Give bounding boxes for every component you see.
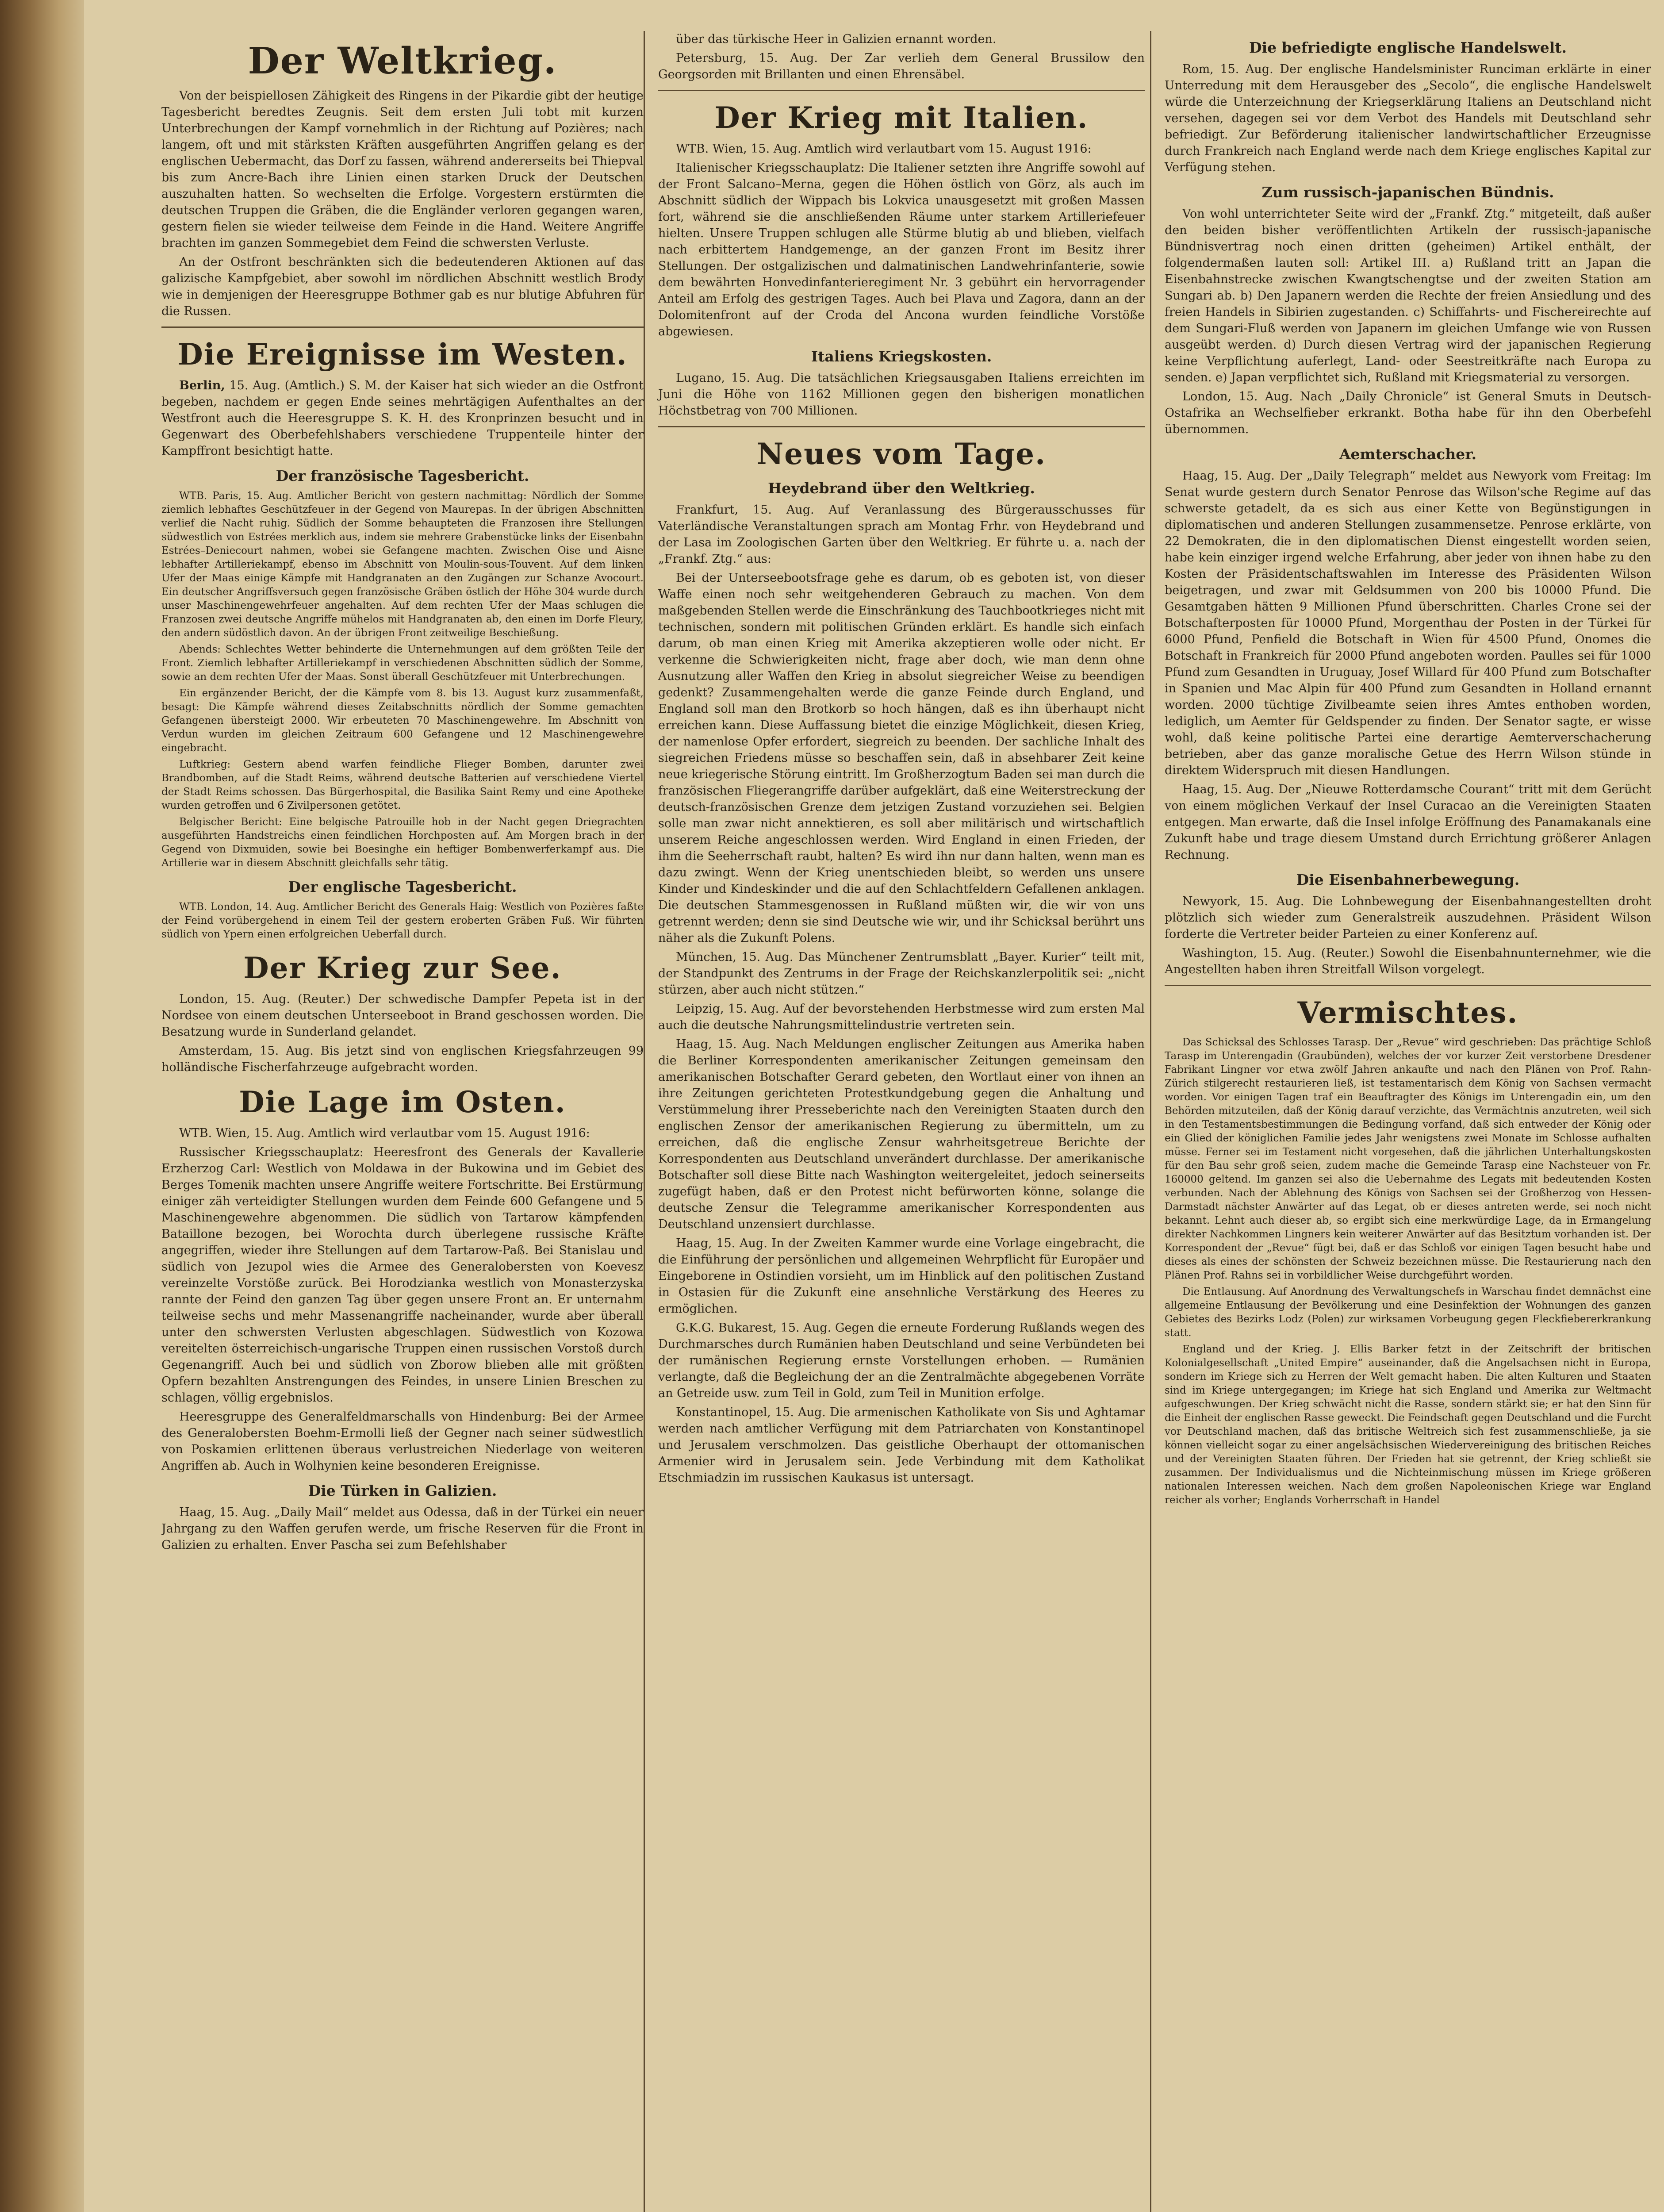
osten-paragraph: WTB. Wien, 15. Aug. Amtlich wird verlautbar vom 15. August 1916: (179, 1126, 590, 1140)
engl-report (161, 900, 644, 941)
see-article: London, 15. Aug. (Reuter.) Der schwedische Dampfer Pepeta ist in der Nordsee von einem deutschen Unterseeboot in Brand geschossen worden. Die Besatzung wurde in Sunderland gelandet. (161, 992, 644, 1039)
subhead-tuerken: Die Türken in Galizien. (308, 1482, 497, 1499)
news-paragraph: G.K.G. Bukarest, 15. Aug. Gegen die erneute Forderung Rußlands wegen des Durchmarsches durch Rumänien haben Deutschland und seine Verbündeten bei der rumänischen Regierung ernste Vorstellungen erhoben. — Rumänien verlangte, daß die Begleichung der an die Zentralmächte abgegebenen Vorräte an Getreide usw. zum Teil in Gold, zum Teil in Munition erfolge. (658, 1321, 1145, 1400)
verm-paragraph: England und der Krieg. J. Ellis Barker fetzt in der Zeitschrift der britischen Kolonialgesellschaft „United Empire“ auseinander, daß die Angelsachsen nicht in Europa, sondern im Kriege sich zu Herren der Welt gemacht haben. Die alten Kulturen und Staaten sind im Kriege untergegangen; im Kriege hat sich England und Amerika zur Weltmacht aufgeschwungen. Der Krieg schwächt nicht die Rasse, sondern stärkt sie; er hat den Sinn für die Einheit der englischen Rasse geweckt. Die Feindschaft gegen Deutschland und die Furcht vor Deutschland machen, daß das britische Weltreich sich fest zusammenschließe, ja sie können vielleicht sogar zu einer angelsächsischen Wiedervereinigung des britischen Reiches und der Vereinigten Staaten führen. Der Frieden hat sie getrennt, der Krieg schließt sie zusammen. Der Individualismus und die Nichteinmischung müssen im Kriege größeren nationalen Interessen weichen. Nach dem großen Napoleonischen Kriege war England reicher als vorher; Englands Vorherrschaft in Handel (1165, 1344, 1651, 1506)
report-paragraph: Ein ergänzender Bericht, der die Kämpfe vom 8. bis 13. August kurz zusammenfaßt, besagt: Die Kämpfe während dieses Zeitabschnitts nördlich der Somme gemachten Gefangenen übersteigt 2000. Wir erbeuteten 70 Maschinengewehre. Im Abschnitt von Verdun wurden im gleichen Zeitraum 600 Gefangene und 12 Maschinengewehre eingebracht. (161, 687, 644, 754)
column-3 (1150, 31, 1651, 2212)
headline-italien: Der Krieg mit Italien. (714, 100, 1089, 135)
headline-osten: Die Lage im Osten. (239, 1085, 566, 1119)
section-divider (1165, 985, 1651, 986)
headline-neues: Neues vom Tage. (756, 437, 1047, 471)
osten-paragraph: Heeresgruppe des Generalfeldmarschalls von Hindenburg: Bei der Armee des Generalobersten Boehm-Ermolli ließ der Gegner nach seiner südwestlich von Poskamien erlittenen überaus verlustreichen Niederlage von weiteren Angriffen ab. Auch in Wolhynien keine besonderen Ereignisse. (161, 1410, 644, 1473)
news-paragraph: Haag, 15. Aug. In der Zweiten Kammer wurde eine Vorlage eingebracht, die die Einführung der persönlichen und allgemeinen Wehrpflicht für Europäer und Eingeborene in Ostindien vorsieht, um im Hinblick auf den politischen Zustand in Ostasien für die Zukunft eine ansehnliche Verstärkung des Heeres zu ermöglichen. (658, 1237, 1145, 1316)
headline-westen: Die Ereignisse im Westen. (177, 337, 628, 372)
column-1 (161, 31, 644, 2212)
section-divider (658, 426, 1145, 427)
intro-paragraph: Von der beispiellosen Zähigkeit des Ringens in der Pikardie gibt der heutige Tagesbericht beredtes Zeugnis. Seit dem ersten Juli tobt mit kurzen Unterbrechungen der Kampf vornehmlich in der Richtung auf Pozières; nach langem, oft und mit stärksten Kräften ausgeführten Angriffen gelang es der englischen Uebermacht, das Dorf zu fassen, während andererseits bei Thiepval bis zum Ancre-Bach ihre Linien einen starken Druck der Deutschen auszuhalten hatten. So wechselten die Erfolge. Vorgestern erstürmten die deutschen Truppen die Gräben, die die Engländer verloren gegangen waren, gestern fielen sie wieder teilweise dem Feinde in die Hand. Weitere Angriffe brachten im ganzen Sommegebiet dem Feind die schwersten Verluste. (161, 89, 644, 250)
article-text: 15. Aug. (Amtlich.) S. M. der Kaiser hat sich wieder an die Ostfront begeben, nachdem er gegen Ende seines mehrtägigen Aufenthaltes an der Westfront auch die Heeresgruppe S. K. H. des Kronprinzen besucht und in Gegenwart des Oberbefehlshabers verschiedene Truppenteile hinter der Kampffront besichtigt hatte. (161, 379, 644, 458)
subhead-kosten: Italiens Kriegskosten. (811, 348, 992, 365)
news-paragraph: Konstantinopel, 15. Aug. Die armenischen Katholikate von Sis und Aghtamar werden nach amtlicher Verfügung mit dem Patriarchaten von Konstantinopel und Jerusalem verschmolzen. Das geistliche Oberhaupt der ottomanischen Armenier wird in Jerusalem sein. Jede Verbindung mit dem Katholikat Etschmiadzin im russischen Kaukasus ist untersagt. (658, 1406, 1145, 1485)
news-paragraph: Leipzig, 15. Aug. Auf der bevorstehenden Herbstmesse wird zum ersten Mal auch die deutsche Nahrungsmittelindustrie vertreten sein. (658, 1002, 1145, 1032)
subhead-handel: Die befriedigte englische Handelswelt. (1249, 39, 1567, 56)
headline-vermischtes: Vermischtes. (1297, 995, 1518, 1030)
news-paragraph: Haag, 15. Aug. Nach Meldungen englischer Zeitungen aus Amerika haben die Berliner Korrespondenten amerikanischer Zeitungen gemeinsam den amerikanischen Botschafter Gerard gebeten, den Wortlaut einer von ihnen an ihre Zeitungen gerichteten Protestkundgebung gegen die Anhaltung und Verstümmelung ihrer Presseberichte nach den Vereinigten Staaten durch den englischen Zensor der amerikanischen Regierung zu übermitteln, um zu erreichen, daß die englische Zensur wahrheitsgetreue Berichte der Korrespondenten aus Deutschland unverändert durchlasse. Der amerikanische Botschafter soll diese Bitte nach Washington weitergeleitet, jedoch seinerseits zugefügt haben, daß er den Protest nicht befürworten könne, solange die deutsche Zensur die Telegramme amerikanischer Korrespondenten aus Deutschland unzensiert durchlasse. (658, 1037, 1145, 1231)
see-article: Amsterdam, 15. Aug. Bis jetzt sind von englischen Kriegsfahrzeugen 99 holländische Fischerfahrzeuge aufgebracht worden. (161, 1044, 644, 1074)
franz-report (161, 489, 644, 870)
subhead-buendnis: Zum russisch-japanischen Bündnis. (1261, 184, 1554, 201)
news-paragraph: München, 15. Aug. Das Münchener Zentrumsblatt „Bayer. Kurier“ teilt mit, der Standpunkt des Zentrums in der Frage der Reichskanzlerpolitik sei: „nicht stürzen, aber auch nicht stützen.“ (658, 950, 1145, 997)
continued-text: über das türkische Heer in Galizien ernannt worden. (676, 32, 997, 46)
headline-see: Der Krieg zur See. (243, 951, 562, 985)
kosten-article: Lugano, 15. Aug. Die tatsächlichen Kriegsausgaben Italiens erreichten im Juni die Höhe von 1162 Millionen gegen den bisherigen monatlichen Höchstbetrag von 700 Millionen. (658, 371, 1145, 418)
handel-article: Rom, 15. Aug. Der englische Handelsminister Runciman erklärte in einer Unterredung mit dem Herausgeber des „Secolo“, die englische Handelswelt würde die Unterzeichnung der Kriegserklärung Italiens an Deutschland nicht versehen, dagegen sei vor dem Verbot des Handels mit Deutschland sehr befriedigt. Zur Beförderung italienischer landwirtschaftlicher Erzeugnisse durch Frankreich nach England werde nach dem Kriege englisches Kapital zur Verfügung stehen. (1165, 62, 1651, 174)
subhead-engl: Der englische Tagesbericht. (288, 878, 517, 895)
osten-paragraph: Russischer Kriegsschauplatz: Heeresfront des Generals der Kavallerie Erzherzog Carl: Westlich von Moldawa in der Bukowina und im Gebiet des Berges Tomenik machten unsere Angriffe weitere Fortschritte. Bei Erstürmung einiger zäh verteidigter Stellungen wurden dem Feinde 600 Gefangene und 5 Maschinengewehre abgenommen. Die südlich von Tartarow kämpfenden Bataillone bezogen, bei Worochta durch überlegene russische Kräfte angegriffen, wieder ihre Stellungen auf dem Tartarow-Paß. Bei Stanislau und südlich von Jezupol wies die Armee des Generalobersten von Koevesz vereinzelte Vorstöße zurück. Bei Horodzianka westlich von Monasterzyska rannte der Feind den ganzen Tag über gegen unsere Front an. Er unternahm teilweise sechs und mehr Massenangriffe nacheinander, wurde aber überall unter den schwersten Verlusten abgeschlagen. Südwestlich von Kozowa vereitelten österreichisch-ungarische Truppen einen russischen Vorstoß durch Gegenangriff. Auch bei und südlich von Zborow blieben alle mit größten Opfern bezahlten Anstrengungen des Feindes, in unsere Linien Breschen zu schlagen, völlig ergebnislos. (161, 1145, 644, 1405)
eisenbahn-paragraph: Newyork, 15. Aug. Die Lohnbewegung der Eisenbahnangestellten droht plötzlich sich wieder zum Generalstreik auszudehnen. Präsident Wilson forderte die Vertreter beider Parteien zu einer Konferenz auf. (1165, 895, 1651, 941)
petersburg-article: Petersburg, 15. Aug. Der Zar verlieh dem General Brussilow den Georgsorden mit Brillanten und einen Ehrensäbel. (658, 51, 1145, 81)
verm-paragraph: Die Entlausung. Auf Anordnung des Verwaltungschefs in Warschau findet demnächst eine allgemeine Entlausung der Bevölkerung und eine Desinfektion der Wohnungen des ganzen Gebietes des Bezirks Lodz (Polen) zur wirksamen Vorbeugung gegen Fleckfiebererkrankung statt. (1165, 1286, 1651, 1339)
report-paragraph: WTB. Paris, 15. Aug. Amtlicher Bericht von gestern nachmittag: Nördlich der Somme ziemlich lebhaftes Geschützfeuer in der Gegend von Maurepas. In der übrigen Abschnitten verlief die Nacht ruhig. Südlich der Somme behaupteten die Franzosen ihre Stellungen südwestlich von Estrées merklich aus, indem sie mehrere Grabenstücke links der Eisenbahn Estrées–Deniecourt nahmen, wobei sie Gefangene machten. Zwischen Oise und Aisne lebhafter Artilleriekampf, ebenso im Abschnitt von Moulin-sous-Touvent. Auf dem linken Ufer der Maas einige Kämpfe mit Handgranaten an den Zugängen zur Schanze Avocourt. Ein deutscher Angriffsversuch gegen französische Gräben östlich der Höhe 304 wurde durch unser Maschinengewehrfeuer angehalten. Auf dem rechten Ufer der Maas schlugen die Franzosen zwei deutsche Angriffe mühelos mit Handgranaten ab, den einen im Dorfe Fleury, den andern südöstlich davon. An der übrigen Front zeitweilige Beschießung. (161, 490, 644, 639)
column-2 (644, 31, 1145, 2212)
aemter-paragraph: Haag, 15. Aug. Der „Nieuwe Rotterdamsche Courant“ tritt mit dem Gerücht von einem möglichen Verkauf der Insel Curacao an die Vereinigten Staaten entgegen. Man erwarte, daß die Insel infolge Eröffnung des Panamakanals eine Zukunft habe und trage diesem Umstand durch Errichtung größerer Anlagen Rechnung. (1165, 783, 1651, 862)
eisenbahn-paragraph: Washington, 15. Aug. (Reuter.) Sowohl die Eisenbahnunternehmer, wie die Angestellten haben ihren Streitfall Wilson vorgelegt. (1165, 946, 1651, 976)
report-paragraph: WTB. London, 14. Aug. Amtlicher Bericht des Generals Haig: Westlich von Pozières faßte der Feind vorübergehend in einem Teil der gestern eroberten Gräben Fuß. Wir führten südlich von Ypern einen erfolgreichen Ueberfall durch. (161, 901, 644, 940)
section-divider (161, 326, 644, 328)
report-paragraph: Abends: Schlechtes Wetter behinderte die Unternehmungen auf dem größten Teile der Front. Ziemlich lebhafter Artilleriekampf in verschiedenen Abschnitten südlich der Somme, sowie an dem rechten Ufer der Maas. Sonst überall Geschützfeuer mit Unterbrechungen. (161, 644, 644, 683)
section-divider (658, 90, 1145, 91)
italien-paragraph: Italienischer Kriegsschauplatz: Die Italiener setzten ihre Angriffe sowohl auf der Front Salcano–Merna, gegen die Höhen östlich von Görz, als auch im Abschnitt südlich der Wippach bis Lokvica unausgesetzt mit großen Massen fort, während sie die anschließenden Räume unter starkem Artilleriefeuer hielten. Unsere Truppen schlugen alle Stürme blutig ab und blieben, vielfach nach erbittertem Handgemenge, an der ganzen Front im Besitz ihrer Stellungen. Der ostgalizischen und dalmatinischen Landwehrinfanterie, sowie dem bewährten Honvedinfanterieregiment Nr. 3 gebührt ein hervorragender Anteil am Erfolg des gestrigen Tages. Auch bei Plava und Zagora, dann an der Dolomitenfront auf der Croda del Ancona wurden feindliche Vorstöße abgewiesen. (658, 161, 1145, 338)
dateline: Berlin, (179, 379, 225, 392)
subhead-franz: Der französische Tagesbericht. (276, 467, 529, 484)
news-paragraph: Bei der Unterseebootsfrage gehe es darum, ob es geboten ist, von dieser Waffe einen noch sehr weitgehenderen Gebrauch zu machen. Von dem maßgebenden Stellen werde die Einschränkung des Tauchbootkrieges nicht mit technischen, sondern mit politischen Gründen erklärt. Es handle sich einfach darum, ob man einen Krieg mit Amerika akzeptieren wolle oder nicht. Er verkenne die Schwierigkeiten nicht, frage aber doch, wie man denn ohne Ausnutzung aller Waffen den Krieg in absolut siegreicher Weise zu beendigen gedenkt? Zusammengehalten werde die ganze Feinde durch England, und England soll man den Brotkorb so hoch hängen, daß es ihn überhaupt nicht erreichen kann. Diese Auffassung bietet die einzige Möglichkeit, diesen Krieg, der namenlose Opfer erfordert, siegreich zu beenden. Der sachliche Inhalt des siegreichen Friedens müsse so beschaffen sein, daß in absehbarer Zeit keine neue kriegerische Störung eintritt. Im Großherzogtum Baden sei man durch die französischen Fliegerangriffe darüber aufgeklärt, daß eine Weiterstreckung der deutsch-französischen Grenze dem jetzigen Zustand vorzuziehen sei. Belgien solle man zwar nicht annektieren, es soll aber militärisch und wirtschaftlich unserem Reiche angeschlossen werden. Wird England in einen Frieden, der ihm die Seeherrschaft raubt, halten? Es wird ihn nur dann halten, wenn man es dazu zwingt. Wenn der Krieg unentschieden bleibt, so werden uns unsere Kinder und Kindeskinder und die auf den Schlachtfeldern Gefallenen anklagen. Die deutschen Stammesgenossen in Rußland müßten wir, die wir von uns getrennt werden; denn sie sind Deutsche wie wir, und ihr Schicksal berührt uns näher als die Zukunft Polens. (658, 571, 1145, 945)
subhead-eisenbahn: Die Eisenbahnerbewegung. (1296, 871, 1520, 888)
subhead-aemter: Aemterschacher. (1339, 445, 1477, 463)
report-paragraph: Luftkrieg: Gestern abend warfen feindliche Flieger Bomben, darunter zwei Brandbomben, auf die Stadt Reims, während deutsche Batterien auf verschiedene Viertel der Stadt Reims schossen. Das Bürgerhospital, die Basilika Saint Remy und eine Apotheke wurden getroffen und 6 Zivilpersonen getötet. (161, 759, 644, 811)
news-paragraph: Frankfurt, 15. Aug. Auf Veranlassung des Bürgerausschusses für Vaterländische Veranstaltungen sprach am Montag Frhr. von Heydebrand und der Lasa im Zoologischen Garten über den Weltkrieg. Er führte u. a. nach der „Frankf. Ztg.“ aus: (658, 503, 1145, 566)
buendnis-paragraph: London, 15. Aug. Nach „Daily Chronicle“ ist General Smuts in Deutsch-Ostafrika an Wechselfieber erkrankt. Botha habe für ihn den Oberbefehl übernommen. (1165, 390, 1651, 436)
report-paragraph: Belgischer Bericht: Eine belgische Patrouille hob in der Nacht gegen Driegrachten ausgeführten Handstreichs einen feindlichen Horchposten auf. Am Morgen brach in der Gegend von Dixmuiden, sowie bei Boesinghe ein heftiger Bombenwerferkampf aus. Die Artillerie war in diesem Abschnitt gleichfalls sehr tätig. (161, 816, 644, 869)
verm-paragraph: Das Schicksal des Schlosses Tarasp. Der „Revue“ wird geschrieben: Das prächtige Schloß Tarasp im Unterengadin (Graubünden), welches der vor kurzer Zeit verstorbene Dresdener Fabrikant Lingner vor etwa zwölf Jahren ankaufte und nach den Plänen von Prof. Rahn-Zürich stilgerecht restaurieren ließ, ist testamentarisch dem König von Sachsen vermacht worden. Vor einigen Tagen traf ein Beauftragter des Königs im Unterengadin ein, um den Behörden mitzuteilen, daß der König darauf verzichte, das Vermächtnis anzutreten, weil sich in den Testamentsbestimmungen die Bedingung vorfand, daß sich entweder der König oder ein Glied der königlichen Familie jedes Jahr wenigstens zwei Monate im Schlosse aufhalten müsse. Ferner sei im Testament nicht vorgesehen, daß die jährlichen Unterhaltungskosten für den Bau sehr groß seien, zudem mache die Gemeinde Tarasp eine Nachsteuer von Fr. 160000 geltend. Im ganzen sei also die Uebernahme des Legats mit bedeutenden Kosten verbunden. Nach der Ablehnung des Königs von Sachsen sei der Großherzog von Hessen-Darmstadt nächster Anwärter auf das Legat, ob er dieses antreten werde, sei noch nicht bekannt. Lehnt auch dieser ab, so ergibt sich eine merkwürdige Lage, da in Ermangelung direkter Nachkommen Lingners kein weiterer Anwärter auf das Besitztum vorhanden ist. Der Korrespondent der „Revue“ fügt bei, daß er das Schloß vor einigen Tagen besucht habe und dieses als eines der schönsten der Schweiz bezeichnen müsse. Die Restaurierung nach den Plänen Prof. Rahns sei in vorbildlicher Weise durchgeführt worden. (1165, 1037, 1651, 1281)
tuerken-article: Haag, 15. Aug. „Daily Mail“ meldet aus Odessa, daß in der Türkei ein neuer Jahrgang zu den Waffen gerufen werde, um frische Reserven für die Front in Galizien zu erhalten. Enver Pascha sei zum Befehlshaber (161, 1505, 644, 1552)
aemter-paragraph: Haag, 15. Aug. Der „Daily Telegraph“ meldet aus Newyork vom Freitag: Im Senat wurde gestern durch Senator Penrose das Wilson'sche Regime auf das schwerste getadelt, da es sich aus einer Kette von Begünstigungen in diplomatischen und anderen Stellungen zusammensetze. Penrose erklärte, von 22 Demokraten, die in den diplomatischen Dienst eingestellt worden seien, habe kein einziger irgend welche Erfahrung, aber jeder von ihnen habe zu den Kosten der Präsidentschaftswahlen im Interesse des Präsidenten Wilson beigetragen, und zwar mit Geldsummen von 200 bis 10000 Pfund. Die Gesamtgaben hätten 9 Millionen Pfund überschritten. Charles Crone sei der Botschafterposten für 10000 Pfund, Morgenthau der Posten in der Türkei für 6000 Pfund, Penfield die Botschaft in Wien für 4500 Pfund, Onomes die Botschaft in Frankreich für 2000 Pfund angeboten worden. Paulles sei für 1000 Pfund zum Gesandten in Uruguay, Josef Willard für 400 Pfund zum Botschafter in Spanien und Mac Alpin für 400 Pfund zum Gesandten in Holland ernannt worden. 2000 tüchtige Zivilbeamte seien ihres Amtes enthoben worden, lediglich, um Aemter für Geldspender zu finden. Der Senator sagte, er wisse wohl, daß keine politische Partei eine derartige Aemterverschacherung betrieben, aber das ganze moralische Getue des Herrn Wilson stünde in direktem Widerspruch mit diesen Handlungen. (1165, 469, 1651, 777)
berlin-article (161, 377, 644, 459)
buendnis-paragraph: Von wohl unterrichteter Seite wird der „Frankf. Ztg.“ mitgeteilt, daß außer den beiden bisher veröffentlichten Artikeln der russisch-japanische Bündnisvertrag noch einen dritten (geheimen) Artikel enthält, der folgendermaßen lauten soll: Artikel III. a) Rußland tritt an Japan die Eisenbahnstrecke zwischen Kwangtschengtse und der zweiten Station am Sungari ab. b) Den Japanern werden die Rechte der freien Ansiedlung und des freien Handels in Sibirien zugestanden. c) Schiffahrts- und Fischereirechte auf dem Sungari-Fluß werden von Japanern im gleichen Umfange wie von Russen ausgeübt werden. d) Durch diesen Vertrag wird der japanischen Regierung keine Verpflichtung auferlegt, Land- oder Seestreitkräfte nach Europa zu senden. e) Japan verpflichtet sich, Rußland mit Kriegsmaterial zu versorgen. (1165, 207, 1651, 384)
book-binding (0, 0, 84, 2212)
subhead-heydebrand: Heydebrand über den Weltkrieg. (768, 480, 1035, 497)
headline-weltkrieg: Der Weltkrieg. (248, 40, 557, 82)
vermischtes-section (1165, 1036, 1651, 1507)
newspaper-page (84, 0, 1664, 2212)
intro-paragraph: An der Ostfront beschränkten sich die bedeutenderen Aktionen auf das galizische Kampfgebiet, aber sowohl im nördlichen Abschnitt westlich Brody wie in demjenigen der Heeresgruppe Bothmer gab es nur blutige Abfuhren für die Russen. (161, 255, 644, 318)
italien-paragraph: WTB. Wien, 15. Aug. Amtlich wird verlautbart vom 15. August 1916: (676, 142, 1092, 156)
